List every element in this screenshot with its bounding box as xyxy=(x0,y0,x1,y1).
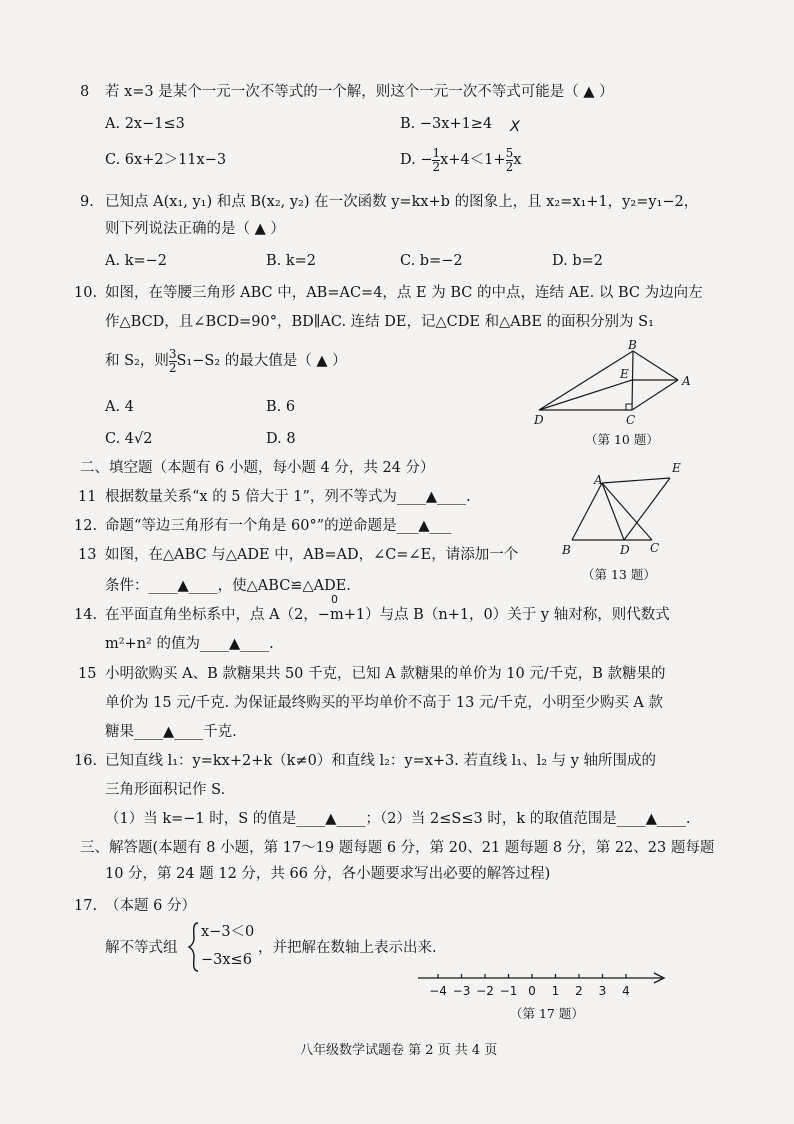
q8-option-a: A. 2x−1≤3 xyxy=(105,116,185,132)
q15-text-line1: 小明欲购买 A、B 款糖果共 50 千克，已知 A 款糖果的单价为 10 元/千克，B 款糖果的 xyxy=(105,666,666,682)
q16-number: 16. xyxy=(74,753,98,769)
number-line-tick-label: −2 xyxy=(476,984,494,998)
q9-stem-line2: 则下列说法正确的是（ ▲ ） xyxy=(105,221,285,237)
q11-text: 根据数量关系“x 的 5 倍大于 1”，列不等式为____▲____. xyxy=(105,489,471,505)
section-3-heading-line2: 10 分，第 24 题 12 分，共 66 分，各小题要求写出必要的解答过程) xyxy=(105,866,551,882)
q12-number: 12. xyxy=(74,518,98,534)
q9-option-d: D. b=2 xyxy=(552,253,603,269)
q13-label-a: A xyxy=(594,473,603,487)
q8-number: 8 xyxy=(80,84,90,100)
q13-edge-ed xyxy=(624,478,670,540)
number-line-tick-label: −1 xyxy=(499,984,518,998)
q10-edge-db xyxy=(539,351,633,410)
q10-figure xyxy=(520,338,720,428)
number-line-tick-label: 3 xyxy=(598,984,607,998)
q10-edge-de xyxy=(539,380,632,410)
q13-edge-ad xyxy=(602,483,624,540)
q10-label-e: E xyxy=(620,367,629,381)
q17-figure-caption: （第 17 题） xyxy=(510,1006,584,1021)
q8-handwritten-mark: X xyxy=(510,119,520,135)
q8-option-d: D. − $\frac{1}{2}$ x+4＜1+ $\frac{5}{2}$ x xyxy=(400,145,522,174)
section-2-heading: 二、填空题（本题有 6 小题，每小题 4 分，共 24 分） xyxy=(80,460,435,476)
q16-text-line1: 已知直线 l₁：y=kx+2+k（k≠0）和直线 l₂：y=x+3. 若直线 l₁、l₂ 与 y 轴所围成的 xyxy=(105,753,657,769)
q10-option-a: A. 4 xyxy=(105,399,134,415)
q13-figure-caption: （第 13 题） xyxy=(582,567,656,582)
q15-number: 15 xyxy=(78,666,97,682)
q13-number: 13 xyxy=(78,547,97,563)
q17-number-line xyxy=(418,968,678,1008)
q10-stem-line2: 作△BCD，且∠BCD=90°，BD∥AC. 连结 DE，记△CDE 和△ABE 的面积分别为 S₁ xyxy=(105,314,654,330)
q17-number: 17. xyxy=(74,898,98,914)
q13-text-line2: 条件：____▲____，使△ABC≌△ADE. xyxy=(105,578,351,594)
q14-text-line2: m²+n² 的值为____▲____. xyxy=(105,636,274,652)
number-line-tick-label: 4 xyxy=(622,984,630,998)
q10-label-b: B xyxy=(628,338,637,352)
q9-option-a: A. k=−2 xyxy=(105,253,168,269)
q9-stem-line1: 已知点 A(x₁, y₁) 和点 B(x₂, y₂) 在一次函数 y=kx+b 的图象上，且 x₂=x₁+1，y₂=y₁−2， xyxy=(105,194,699,210)
number-line-tick-label: −3 xyxy=(452,984,471,998)
q14-number: 14. xyxy=(74,607,98,623)
q13-text-line1: 如图，在△ABC 与△ADE 中，AB=AD，∠C=∠E，请添加一个 xyxy=(105,547,519,563)
q8-option-c: C. 6x+2＞11x−3 xyxy=(105,152,227,168)
section-3-heading-line1: 三、解答题(本题有 8 小题，第 17～19 题每题 6 分，第 20、21 题每题 8 分，第 22、23 题每题 xyxy=(80,840,715,856)
q10-label-a: A xyxy=(682,374,691,388)
number-line-tick-label: 1 xyxy=(551,984,560,998)
q17-system-brace xyxy=(188,922,200,972)
q8-stem: 若 x=3 是某个一元一次不等式的一个解，则这个一元一次不等式可能是（ ▲ ） xyxy=(105,84,614,100)
q10-stem-line3: 和 S₂，则 $\frac{3}{2}$ S₁−S₂ 的最大值是（ ▲ ） xyxy=(105,346,347,375)
q9-option-b: B. k=2 xyxy=(266,253,317,269)
q13-label-d: D xyxy=(620,543,630,557)
q10-option-b: B. 6 xyxy=(266,399,296,415)
q15-text-line3: 糖果____▲____千克. xyxy=(105,724,237,740)
q14-handwritten-mark: 0 xyxy=(331,593,338,606)
number-line-tick-label: 2 xyxy=(575,984,583,998)
q17-prefix: 解不等式组 xyxy=(105,940,178,956)
q8-option-b: B. −3x+1≥4 xyxy=(400,116,493,132)
q13-label-b: B xyxy=(562,543,571,557)
q13-label-e: E xyxy=(672,461,681,475)
q12-text: 命题“等边三角形有一个角是 60°”的逆命题是___▲___ xyxy=(105,518,452,534)
q10-number: 10. xyxy=(74,285,98,301)
q10-label-d: D xyxy=(534,413,544,427)
q9-number: 9. xyxy=(80,194,94,210)
q10-stem-line1: 如图，在等腰三角形 ABC 中，AB=AC=4，点 E 为 BC 的中点，连结 AE. 以 BC 为边向左 xyxy=(105,285,703,301)
q17-instruction: ，并把解在数轴上表示出来. xyxy=(258,940,437,956)
page-footer: 八年级数学试题卷 第 2 页 共 4 页 xyxy=(300,1043,498,1058)
number-line-tick-label: 0 xyxy=(528,984,536,998)
q11-number: 11 xyxy=(78,489,97,505)
q13-figure xyxy=(562,461,688,557)
q13-edge-ae xyxy=(602,478,670,483)
q10-label-c: C xyxy=(626,413,636,427)
q17-title: （本题 6 分） xyxy=(105,898,196,914)
q17-inequality-2: −3x≤6 xyxy=(201,952,252,968)
q10-edge-ba xyxy=(633,351,678,380)
q16-text-line2: 三角形面积记作 S. xyxy=(105,782,226,798)
q13-edge-ab xyxy=(572,483,602,540)
q14-text-line1: 在平面直角坐标系中，点 A（2，−m+1）与点 B（n+1，0）关于 y 轴对称，则代数式 xyxy=(105,607,670,623)
number-line-tick-label: −4 xyxy=(429,984,447,998)
q13-label-c: C xyxy=(650,541,660,555)
q17-inequality-1: x−3＜0 xyxy=(201,924,255,940)
q10-option-c: C. 4√2 xyxy=(105,431,153,447)
q15-text-line2: 单价为 15 元/千克. 为保证最终购买的平均单价不高于 13 元/千克，小明至少购买 A 款 xyxy=(105,695,664,711)
q10-right-angle-mark xyxy=(626,404,632,410)
q10-edge-ac xyxy=(632,380,678,410)
q9-option-c: C. b=−2 xyxy=(400,253,463,269)
q10-figure-caption: （第 10 题） xyxy=(585,432,659,447)
q10-option-d: D. 8 xyxy=(266,431,296,447)
q16-text-line3: （1）当 k=−1 时，S 的值是____▲____；（2）当 2≤S≤3 时，k 的取值范围是____▲____. xyxy=(105,811,691,827)
